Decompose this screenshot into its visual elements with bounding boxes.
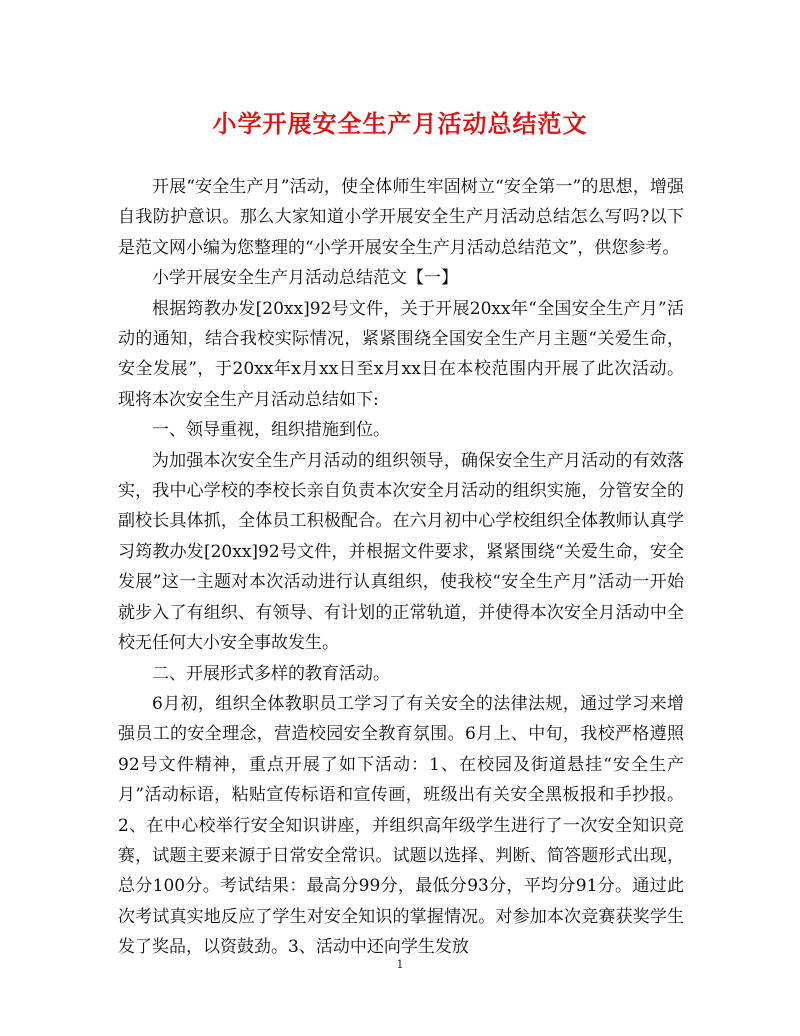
body-paragraph: 为加强本次安全生产月活动的组织领导，确保安全生产月活动的有效落实，我中心学校的李校长亲自负责本次安全月活动的组织实施，分管安全的副校长具体抓，全体员工积极配合。在六月初中心学校组织全体教师认真学习筠教办发[20xx]92号文件，并根据文件要求，紧紧围绕“关爱生命，安全发展”这一主题对本次活动进行认真组织，使我校“安全生产月”活动一开始就步入了有组织、有领导、有计划的正常轨道，并使得本次安全月活动中全校无任何大小安全事故发生。 (118, 450, 684, 654)
document-body (118, 172, 684, 963)
document-title: 小学开展安全生产月活动总结范文 (212, 109, 588, 138)
subheading-activities: 二、开展形式多样的教育活动。 (152, 663, 390, 684)
subheading-leadership: 一、领导重视，组织措施到位。 (152, 420, 390, 441)
intro-paragraph: 开展“安全生产月”活动，使全体师生牢固树立“安全第一”的思想，增强自我防护意识。那么大家知道小学开展安全生产月活动总结怎么写吗?以下是范文网小编为您整理的“小学开展安全生产月活动总结范文”，供您参考。 (118, 177, 684, 258)
section-heading-one: 小学开展安全生产月活动总结范文【一】 (152, 268, 458, 289)
body-paragraph: 根据筠教办发[20xx]92号文件，关于开展20xx年“全国安全生产月”活动的通知，结合我校实际情况，紧紧围绕全国安全生产月主题“关爱生命，安全发展”，于20xx年x月xx日至x月xx日在本校范围内开展了此次活动。现将本次安全生产月活动总结如下: (118, 298, 684, 410)
body-paragraph: 6月初，组织全体教职员工学习了有关安全的法律法规，通过学习来增强员工的安全理念，营造校园安全教育氛围。6月上、中旬，我校严格遵照92号文件精神，重点开展了如下活动：1、在校园及街道悬挂“安全生产月”活动标语，粘贴宣传标语和宣传画，班级出有关安全黑板报和手抄报。2、在中心校举行安全知识讲座，并组织高年级学生进行了一次安全知识竞赛，试题主要来源于日常安全常识。试题以选择、判断、简答题形式出现，总分100分。考试结果：最高分99分，最低分93分，平均分91分。通过此次考试真实地反应了学生对安全知识的掌握情况。对参加本次竞赛获奖学生发了奖品，以资鼓劲。3、活动中还向学生发放 (118, 693, 684, 958)
page-number: 1 (396, 958, 404, 971)
